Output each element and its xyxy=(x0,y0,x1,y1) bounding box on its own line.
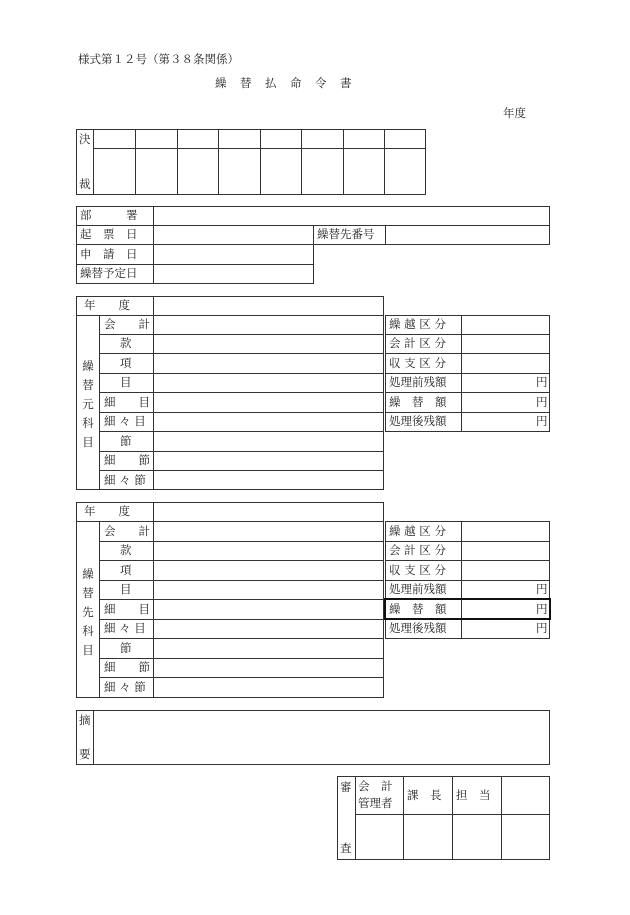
source-before-balance-label: 処理前残額 xyxy=(389,375,447,389)
audit-kanrisha-label: 管理者 xyxy=(358,796,393,810)
issue-date-label: 起 票 日 xyxy=(80,227,138,241)
source-row-setsu: 節 xyxy=(120,434,132,448)
source-row-moku: 目 xyxy=(120,375,132,389)
dest-vlabel-3: 先 xyxy=(82,605,94,619)
dest-before-balance-label: 処理前残額 xyxy=(389,582,447,596)
source-yen-2: 円 xyxy=(536,395,548,409)
audit-kacho-label: 課 長 xyxy=(407,788,442,802)
source-carryover-label: 繰 越 区 分 xyxy=(389,317,446,331)
dest-vlabel-4: 科 xyxy=(82,624,94,638)
dest-row-kan: 款 xyxy=(120,543,132,557)
dest-vlabel-2: 替 xyxy=(82,586,94,600)
department-field[interactable] xyxy=(154,207,549,225)
dest-accounting-label: 会 計 区 分 xyxy=(389,543,446,557)
source-row-kaikei: 会 計 xyxy=(104,317,150,331)
dest-vlabel-5: 目 xyxy=(82,643,94,657)
dest-year-label: 年 度 xyxy=(84,504,130,518)
audit-seal-manager[interactable] xyxy=(356,815,403,859)
source-vlabel-2: 替 xyxy=(82,378,94,392)
application-date-label: 申 請 日 xyxy=(80,247,138,261)
source-accounting-label: 会 計 区 分 xyxy=(389,336,446,350)
dest-row-kou: 項 xyxy=(120,563,132,577)
approval-label-top: 決 xyxy=(79,132,91,146)
audit-kaikei-label: 会 計 xyxy=(358,779,393,793)
source-row-saisetsu: 細 節 xyxy=(104,453,150,467)
dest-row-saisetsu: 細 節 xyxy=(104,660,150,674)
source-year-label: 年 度 xyxy=(84,298,130,312)
source-year-field[interactable] xyxy=(154,297,383,315)
audit-seal-staff[interactable] xyxy=(453,815,501,859)
audit-label-bottom: 査 xyxy=(340,841,352,855)
form-number: 様式第１２号（第３８条関係） xyxy=(78,52,239,66)
audit-seal-chief[interactable] xyxy=(404,815,452,859)
department-label: 部 署 xyxy=(80,208,138,222)
target-no-label: 繰替先番号 xyxy=(317,227,375,241)
source-row-kan: 款 xyxy=(120,336,132,350)
dest-carryover-label: 繰 越 区 分 xyxy=(389,524,446,538)
issue-date-field[interactable] xyxy=(154,226,312,244)
source-vlabel-5: 目 xyxy=(82,435,94,449)
source-row-kou: 項 xyxy=(120,356,132,370)
dest-year-field[interactable] xyxy=(154,503,383,521)
approval-label-bottom: 裁 xyxy=(79,177,91,191)
audit-label-top: 審 xyxy=(340,780,352,794)
source-vlabel-3: 元 xyxy=(82,397,94,411)
fiscal-year-label: 年度 xyxy=(503,106,526,120)
source-row-saimoku: 細 目 xyxy=(104,395,150,409)
dest-yen-1: 円 xyxy=(536,582,548,596)
dest-income-label: 収 支 区 分 xyxy=(389,563,446,577)
source-after-balance-label: 処理後残額 xyxy=(389,414,447,428)
dest-transfer-amount-label: 繰 替 額 xyxy=(389,602,447,616)
planned-date-field[interactable] xyxy=(154,265,313,283)
page-title: 繰 替 払 命 令 書 xyxy=(215,76,353,90)
dest-row-saisaisetsu: 細 々 節 xyxy=(104,680,146,694)
source-yen-1: 円 xyxy=(536,375,548,389)
source-yen-3: 円 xyxy=(536,414,548,428)
dest-vlabel-1: 繰 xyxy=(82,567,94,581)
source-vlabel-4: 科 xyxy=(82,416,94,430)
dest-row-kaikei: 会 計 xyxy=(104,524,150,538)
dest-row-saimoku: 細 目 xyxy=(104,602,150,616)
summary-field[interactable] xyxy=(93,710,550,765)
source-transfer-amount-label: 繰 替 額 xyxy=(389,395,447,409)
audit-tanto-label: 担 当 xyxy=(456,788,491,802)
dest-row-saisaimoku: 細 々 目 xyxy=(104,621,146,635)
dest-yen-2: 円 xyxy=(536,602,548,616)
summary-label-top: 摘 xyxy=(79,713,91,727)
source-income-label: 収 支 区 分 xyxy=(389,356,446,370)
source-row-saisaisetsu: 細 々 節 xyxy=(104,473,146,487)
dest-row-moku: 目 xyxy=(120,582,132,596)
dest-row-setsu: 節 xyxy=(120,641,132,655)
summary-label-bottom: 要 xyxy=(79,747,91,761)
dest-after-balance-label: 処理後残額 xyxy=(389,621,447,635)
target-no-field[interactable] xyxy=(386,226,549,244)
source-vlabel-1: 繰 xyxy=(82,359,94,373)
application-date-field[interactable] xyxy=(154,245,313,264)
dest-yen-3: 円 xyxy=(536,621,548,635)
source-row-saisaimoku: 細 々 目 xyxy=(104,414,146,428)
planned-date-label: 繰替予定日 xyxy=(80,266,138,280)
